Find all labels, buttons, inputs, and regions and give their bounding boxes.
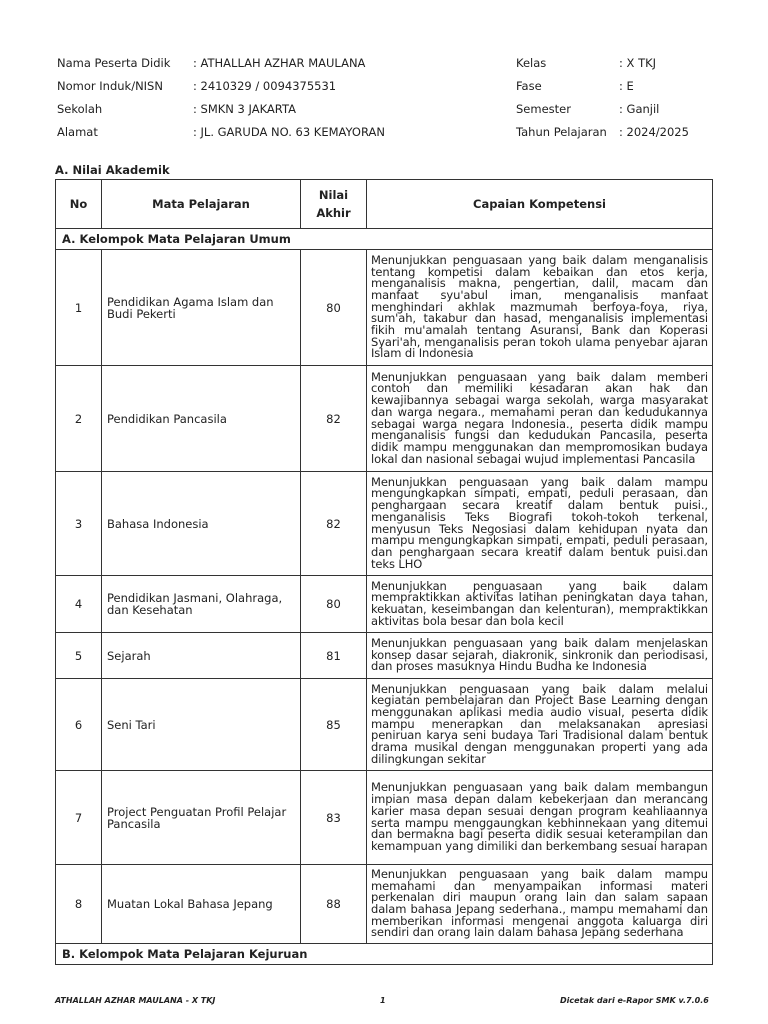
label-nisn: Nomor Induk/NISN (57, 79, 163, 93)
row-subject: Pendidikan Agama Islam dan Budi Pekerti (102, 250, 301, 366)
group-b-label: B. Kelompok Mata Pelajaran Kejuruan (56, 944, 713, 965)
footer-printed-by: Dicetak dari e-Rapor SMK v.7.0.6 (560, 996, 709, 1005)
table-header-row (56, 180, 713, 229)
table-row (56, 771, 713, 865)
label-school: Sekolah (57, 102, 103, 116)
group-a-label: A. Kelompok Mata Pelajaran Umum (56, 229, 713, 250)
row-score: 82 (301, 366, 367, 472)
label-semester: Semester (516, 102, 571, 116)
header-competency: Capaian Kompetensi (367, 180, 713, 229)
row-no: 2 (56, 366, 102, 472)
row-no: 4 (56, 576, 102, 633)
value-nisn: : 2410329 / 0094375531 (193, 79, 337, 93)
row-no: 6 (56, 679, 102, 771)
table-row (56, 865, 713, 944)
group-row-vocational (56, 944, 713, 965)
group-row-general (56, 229, 713, 250)
row-no: 7 (56, 771, 102, 865)
value-school: : SMKN 3 JAKARTA (193, 102, 296, 116)
row-score: 80 (301, 576, 367, 633)
row-no: 8 (56, 865, 102, 944)
header-score-line1: Nilai (318, 188, 349, 202)
label-name: Nama Peserta Didik (57, 56, 171, 70)
table-row (56, 250, 713, 366)
header-score-line2: Akhir (316, 206, 351, 220)
value-phase: : E (619, 79, 634, 93)
label-year: Tahun Pelajaran (516, 125, 607, 139)
row-competency: Menunjukkan penguasaan yang baik dalam mampu mengungkapkan simpati, empati, peduli perasaan, dan penghargaan secara kreatif dalam bentuk puisi., menganalisis Teks Biografi tokoh-tokoh terkenal, menyusun Teks Negosiasi dalam kehidupan nyata dan mampu mengungkapkan simpati, empati, peduli perasaan, dan penghargaan secara kreatif dalam bentuk puisi.dan teks LHO (367, 472, 713, 576)
row-competency: Menunjukkan penguasaan yang baik dalam memberi contoh dan memiliki kesadaran akan hak dan kewajibannya sebagai warga sekolah, warga masyarakat dan warga negara., memahami peran dan kedudukannya sebagai warga negara Indonesia., peserta didik mampu menganalisis fungsi dan kedudukan Pancasila, peserta didik mampu menggunakan dan mempromosikan budaya lokal dan nasional sebagai wujud implementasi Pancasila (367, 366, 713, 472)
header-subject: Mata Pelajaran (102, 180, 301, 229)
row-competency: Menunjukkan penguasaan yang baik dalam melalui kegiatan pembelajaran dan Project Base Learning dengan menggunakan aplikasi media audio visual, peserta didik mampu menerapkan dan melaksanakan apresiasi peniruan karya seni budaya Tari Tradisional dalam bentuk drama musikal dengan menggunakan properti yang ada dilingkungan sekitar (367, 679, 713, 771)
table-row (56, 633, 713, 679)
row-score: 81 (301, 633, 367, 679)
row-score: 83 (301, 771, 367, 865)
footer-page-number: 1 (380, 996, 386, 1005)
table-row (56, 576, 713, 633)
row-subject: Seni Tari (102, 679, 301, 771)
table-row (56, 679, 713, 771)
grades-table (55, 179, 713, 965)
value-class: : X TKJ (619, 56, 657, 70)
value-semester: : Ganjil (619, 102, 660, 116)
row-competency: Menunjukkan penguasaan yang baik dalam menganalisis tentang kompetisi dalam kebaikan dan etos kerja, menganalisis makna, pengertian, dalil, macam dan manfaat syu'abul iman, menganalisis manfaat menghindari akhlak mazmumah berfoya-foya, riya, sum'ah, takabur dan hasad, menganalisis implementasi fikih mu'amalah tentang Asuransi, Bank dan Koperasi Syari'ah, menganalisis peran tokoh ulama penyebar ajaran Islam di Indonesia (367, 250, 713, 366)
row-score: 80 (301, 250, 367, 366)
row-no: 1 (56, 250, 102, 366)
header-no: No (56, 180, 102, 229)
row-subject: Muatan Lokal Bahasa Jepang (102, 865, 301, 944)
row-score: 85 (301, 679, 367, 771)
row-competency: Menunjukkan penguasaan yang baik dalam mampu memahami dan menyampaikan informasi materi perkenalan diri maupun orang lain dan salam sapaan dalam bahasa Jepang sederhana., mampu memahami dan memberikan informasi mengenai anggota kaluarga diri sendiri dan orang lain dalam bahasa Jepang sederhana (367, 865, 713, 944)
row-score: 82 (301, 472, 367, 576)
label-class: Kelas (516, 56, 547, 70)
row-subject: Sejarah (102, 633, 301, 679)
row-score: 88 (301, 865, 367, 944)
value-name: : ATHALLAH AZHAR MAULANA (193, 56, 366, 70)
row-subject: Pendidikan Jasmani, Olahraga, dan Kesehatan (102, 576, 301, 633)
row-no: 5 (56, 633, 102, 679)
row-competency: Menunjukkan penguasaan yang baik dalam menjelaskan konsep dasar sejarah, diakronik, sinkronik dan periodisasi, dan proses masuknya Hindu Budha ke Indonesia (367, 633, 713, 679)
row-subject: Bahasa Indonesia (102, 472, 301, 576)
row-subject: Project Penguatan Profil Pelajar Pancasila (102, 771, 301, 865)
section-title: A. Nilai Akademik (55, 163, 170, 177)
table-row (56, 366, 713, 472)
value-address: : JL. GARUDA NO. 63 KEMAYORAN (193, 125, 385, 139)
footer-student: ATHALLAH AZHAR MAULANA - X TKJ (55, 996, 216, 1005)
header-score (301, 180, 367, 229)
table-row (56, 472, 713, 576)
value-year: : 2024/2025 (619, 125, 689, 139)
row-competency: Menunjukkan penguasaan yang baik dalam mempraktikkan aktivitas latihan peningkatan daya tahan, kekuatan, keseimbangan dan kelenturan), mempraktikkan aktivitas bola besar dan bola kecil (367, 576, 713, 633)
row-no: 3 (56, 472, 102, 576)
row-competency: Menunjukkan penguasaan yang baik dalam membangun impian masa depan dalam kebekerjaan dan merancang karier masa depan sesuai dengan program keahliaannya serta mampu menggaungkan kebhinnekaan yang ditemui dan bermakna bagi peserta didik sesuai keterampilan dan kemampuan yang dimiliki dan berkembang sesuai harapan (367, 771, 713, 865)
row-subject: Pendidikan Pancasila (102, 366, 301, 472)
label-phase: Fase (516, 79, 542, 93)
label-address: Alamat (57, 125, 98, 139)
